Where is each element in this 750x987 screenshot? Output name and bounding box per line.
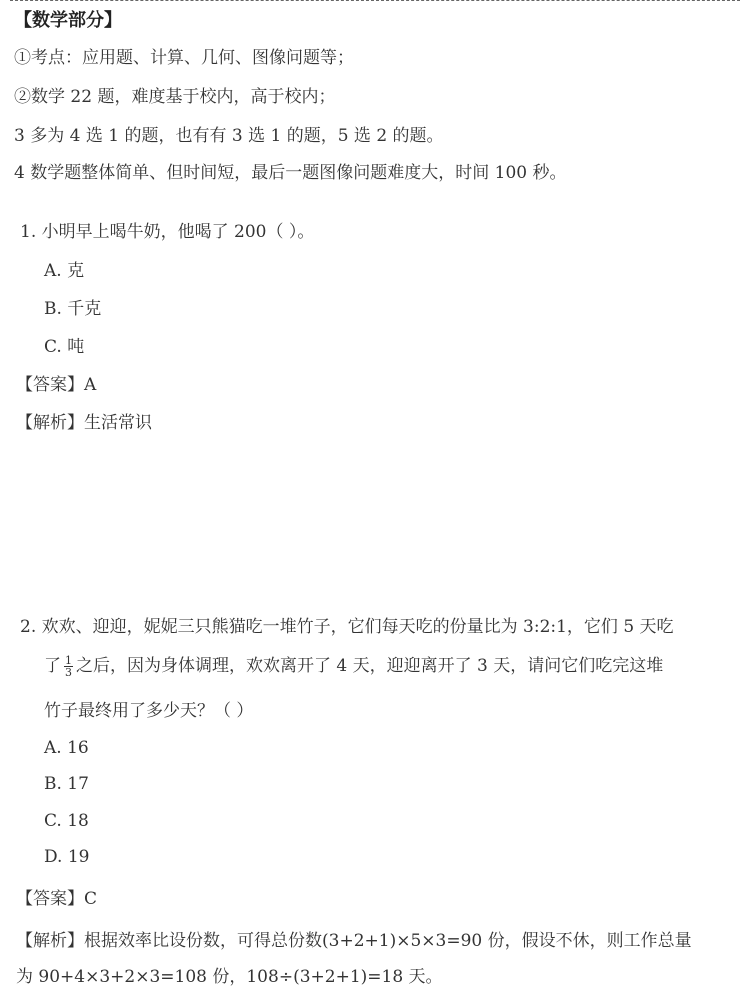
note-3: 3 多为 4 选 1 的题，也有有 3 选 1 的题，5 选 2 的题。	[14, 126, 444, 146]
q1-analysis: 【解析】生活常识	[16, 413, 152, 433]
fraction-numerator: 1	[65, 654, 72, 667]
top-dashed-divider	[10, 0, 740, 1]
note-1: ①考点：应用题、计算、几何、图像问题等；	[14, 48, 354, 68]
section-title: 【数学部分】	[14, 10, 122, 31]
q2-line2-suffix: 之后，因为身体调理，欢欢离开了 4 天，迎迎离开了 3 天，请问它们吃完这堆	[76, 656, 664, 676]
q2-question-line2	[44, 651, 663, 678]
q1-option-b: B. 千克	[44, 299, 102, 319]
q2-analysis-line2: 为 90+4×3+2×3=108 份，108÷(3+2+1)=18 天。	[16, 967, 443, 987]
q2-option-c: C. 18	[44, 811, 89, 831]
q1-option-a: A. 克	[44, 261, 85, 281]
q1-option-c: C. 吨	[44, 337, 85, 357]
q2-question-line1: 2. 欢欢、迎迎，妮妮三只熊猫吃一堆竹子，它们每天吃的份量比为 3:2:1，它们 5 天吃	[20, 617, 674, 637]
q2-answer: 【答案】C	[16, 889, 98, 909]
note-4: 4 数学题整体简单、但时间短，最后一题图像问题难度大，时间 100 秒。	[14, 163, 567, 183]
fraction-one-third	[64, 655, 73, 678]
q2-option-d: D. 19	[44, 847, 90, 867]
q2-question-line3: 竹子最终用了多少天？（ ）	[44, 701, 254, 721]
note-2: ②数学 22 题，难度基于校内，高于校内；	[14, 87, 336, 107]
q2-analysis-line1: 【解析】根据效率比设份数，可得总份数(3+2+1)×5×3=90 份，假设不休，则工作总量	[16, 931, 692, 951]
fraction-denominator: 3	[65, 666, 72, 679]
q2-option-a: A. 16	[44, 738, 89, 758]
q1-question: 1. 小明早上喝牛奶，他喝了 200（ ）。	[20, 222, 315, 242]
q2-line2-prefix: 了	[44, 656, 61, 676]
q1-answer: 【答案】A	[16, 375, 97, 395]
q2-option-b: B. 17	[44, 774, 89, 794]
